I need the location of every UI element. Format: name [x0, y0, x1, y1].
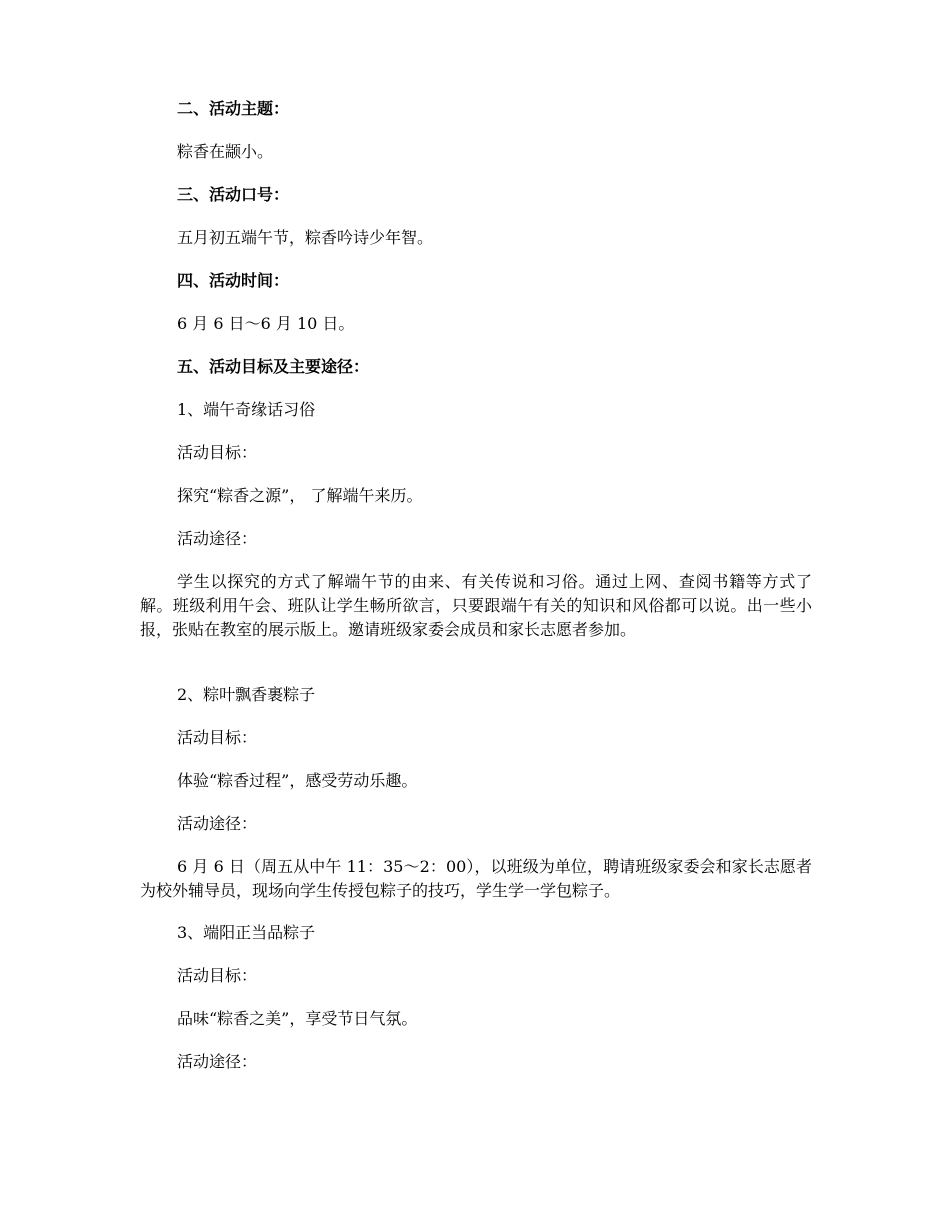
activity-2-goal-label: 活动目标： — [177, 728, 258, 747]
activity-2-way-label: 活动途径： — [177, 814, 258, 833]
activity-2-title: 2、粽叶飘香裹粽子 — [177, 685, 316, 704]
heading-slogan: 三、活动口号： — [177, 185, 290, 204]
heading-theme: 二、活动主题： — [177, 99, 290, 118]
activity-2-way: 6 月 6 日（周五从中午 11：35～2：00），以班级为单位，聘请班级家委会和家长志愿者为校外辅导员，现场向学生传授包粽子的技巧，学生学一学包粽子。 — [140, 857, 812, 900]
time-text: 6 月 6 日～6 月 10 日。 — [177, 314, 355, 333]
activity-2-goal: 体验“粽香过程”，感受劳动乐趣。 — [177, 771, 418, 790]
slogan-text: 五月初五端午节，粽香吟诗少年智。 — [177, 228, 434, 247]
heading-goals: 五、活动目标及主要途径： — [177, 357, 370, 376]
activity-1-title: 1、端午奇缘话习俗 — [177, 400, 316, 419]
activity-3-way-label: 活动途径： — [177, 1052, 258, 1071]
activity-1-way-label: 活动途径： — [177, 529, 258, 548]
activity-3-goal-label: 活动目标： — [177, 966, 258, 985]
activity-3-title: 3、端阳正当品粽子 — [177, 923, 316, 942]
activity-1-goal: 探究“粽香之源”， 了解端午来历。 — [177, 486, 423, 505]
heading-time: 四、活动时间： — [177, 271, 290, 290]
activity-1-way: 学生以探究的方式了解端午节的由来、有关传说和习俗。通过上网、查阅书籍等方式了解。班级利用午会、班队让学生畅所欲言，只要跟端午有关的知识和风俗都可以说。出一些小报，张贴在教室的展示版上。邀请班级家委会成员和家长志愿者参加。 — [140, 572, 812, 639]
activity-1-goal-label: 活动目标： — [177, 443, 258, 462]
theme-text: 粽香在颛小。 — [177, 142, 274, 161]
activity-3-goal: 品味“粽香之美”，享受节日气氛。 — [177, 1009, 418, 1028]
